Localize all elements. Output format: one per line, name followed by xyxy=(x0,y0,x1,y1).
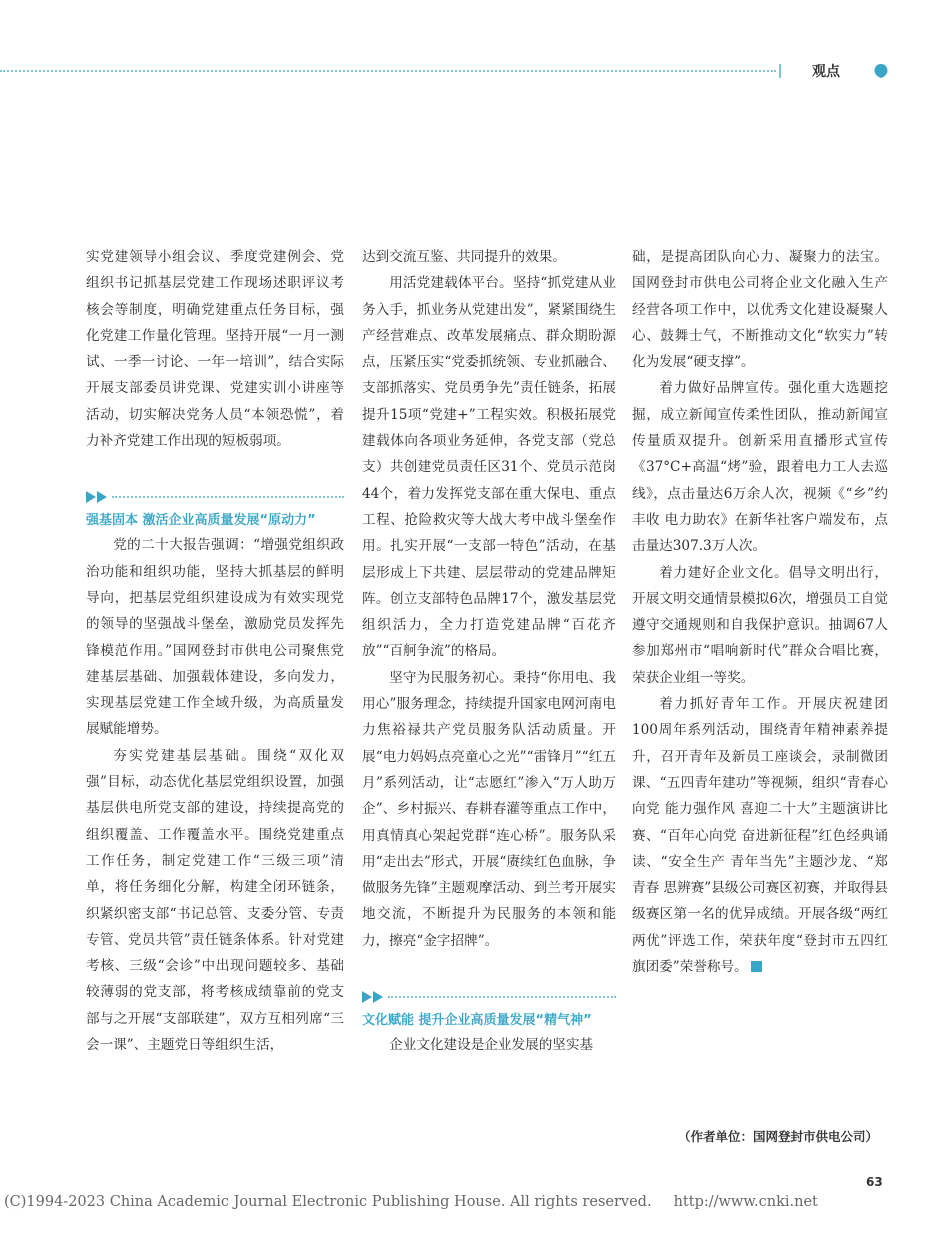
header-dotted-rule xyxy=(0,70,776,72)
triangle-icon xyxy=(86,491,96,503)
paragraph xyxy=(632,691,888,980)
paragraph: 础，是提高团队向心力、凝聚力的法宝。国网登封市供电公司将企业文化融入生产经营各项工作中，以优秀文化建设凝聚人心、鼓舞士气，不断推动文化“软实力”转化为发展“硬支撑”。 xyxy=(632,249,888,371)
paragraph: 达到交流互鉴、共同提升的效果。 xyxy=(362,249,566,265)
paragraph: 着力做好品牌宣传。强化重大选题挖掘，成立新闻宣传柔性团队，推动新闻宣传量质双提升。创新采用直播形式宣传《37°C+高温“烤”验，跟着电力工人去巡线》，点击量达6万余人次，视频《“乡”约丰收 电力助农》在新华社客户端发布，点击量达307.3万人次。 xyxy=(632,380,888,555)
footer-url: http://www.cnki.net xyxy=(673,1194,818,1210)
paragraph: 企业文化建设是企业发展的坚实基 xyxy=(389,1037,594,1054)
copyright-footer xyxy=(4,1194,944,1210)
section-label: 观点 xyxy=(812,64,840,80)
triangle-icon xyxy=(97,491,107,503)
article-column-3 xyxy=(632,244,888,980)
triangle-icon xyxy=(362,991,372,1003)
article-column-1 xyxy=(86,244,344,1058)
copyright-text: (C)1994-2023 China Academic Journal Electronic Publishing House. All rights reserved. xyxy=(4,1194,652,1210)
triangle-icon xyxy=(373,991,383,1003)
paragraph: 用活党建载体平台。坚持“抓党建从业务入手，抓业务从党建出发”，紧紧围绕生产经营难点、改革发展痛点、群众期盼源点，压紧压实“党委抓统领、专业抓融合、支部抓落实、党员勇争先”责任链条，拓展提升15项“党建+”工程实效。积极拓展党建载体向各项业务延伸，各党支部（党总支）共创建党员责任区31个、党员示范岗44个，着力发挥党支部在重大保电、重点工程、抢险救灾等大战大考中战斗堡垒作用。扎实开展“一支部一特色”活动，在基层形成上下共建、层层带动的党建品牌矩阵。创立支部特色品牌17个，激发基层党组织活力，全力打造党建品牌“百花齐放”“百舸争流”的格局。 xyxy=(362,275,616,660)
page-number: 63 xyxy=(866,1175,883,1189)
droplet-icon xyxy=(873,63,889,79)
paragraph: 着力建好企业文化。倡导文明出行，开展文明交通情景模拟6次，增强员工自觉遵守交通规则和自我保护意识。抽调67人参加郑州市“唱响新时代”群众合唱比赛，荣获企业组一等奖。 xyxy=(632,564,888,686)
paragraph-text: 着力抓好青年工作。开展庆祝建团100周年系列活动，围绕青年精神素养提升，召开青年及新员工座谈会，录制微团课、“五四青年建功”等视频，组织“青春心向党 能力强作风 喜迎二十大”主题演讲比赛、“百年心向党 奋进新征程”红色经典诵读、“安全生产 青年当先”主题沙龙、“郑青春 思辨赛”县级公司赛区初赛，并取得县级赛区第一名的优异成绩。开展各级“两红两优”评选工作，荣获年度“登封市五四红旗团委”荣誉称号。 xyxy=(632,696,888,976)
author-affiliation: （作者单位：国网登封市供电公司） xyxy=(678,1129,879,1144)
section-title: 强基固本 激活企业高质量发展“原动力” xyxy=(86,513,316,529)
section-heading xyxy=(86,490,344,532)
paragraph: 夯实党建基层基础。围绕“双化双强”目标，动态优化基层党组织设置，加强基层供电所党支部的建设，持续提高党的组织覆盖、工作覆盖水平。围绕党建重点工作任务，制定党建工作“三级三项”清单，将任务细化分解，构建全闭环链条，织紧织密支部“书记总管、支委分管、专责专管、党员共管”责任链条体系。针对党建考核、三级“会诊”中出现问题较多、基础较薄弱的党支部，将考核成绩靠前的党支部与之开展“支部联建”，双方互相列席“三会一课”、主题党日等组织生活， xyxy=(86,747,344,1054)
end-mark-icon xyxy=(751,961,762,972)
paragraph: 坚守为民服务初心。秉持“你用电、我用心”服务理念，持续提升国家电网河南电力焦裕禄共产党员服务队活动质量。开展“电力妈妈点亮童心之光”“雷锋月”“红五月”系列活动，让“志愿红”渗入“万人助万企”、乡村振兴、春耕春灌等重点工作中，用真情真心架起党群“连心桥”。服务队采用“走出去”形式，开展“赓续红色血脉，争做服务先锋”主题观摩活动、到兰考开展实地交流，不断提升为民服务的本领和能力，擦亮“金字招牌”。 xyxy=(362,669,616,949)
section-divider xyxy=(362,990,616,1004)
paragraph: 党的二十大报告强调：“增强党组织政治功能和组织功能，坚持大抓基层的鲜明导向，把基层党组织建设成为有效实现党的领导的坚强战斗堡垒，激励党员发挥先锋模范作用。”国网登封市供电公司聚焦党建基层基础、加强载体建设，多向发力，实现基层党建工作全域升级，为高质量发展赋能增势。 xyxy=(86,537,344,738)
paragraph: 实党建领导小组会议、季度党建例会、党组织书记抓基层党建工作现场述职评议考核会等制度，明确党建重点任务目标，强化党建工作量化管理。坚持开展“一月一测试、一季一讨论、一年一培训”，结合实际开展支部委员讲党课、党建实训小讲座等活动，切实解决党务人员“本领恐慌”，着力补齐党建工作出现的短板弱项。 xyxy=(86,249,344,450)
header-divider xyxy=(779,64,781,78)
section-heading xyxy=(362,990,616,1032)
section-title: 文化赋能 提升企业高质量发展“精气神” xyxy=(362,1013,592,1029)
article-column-2 xyxy=(362,244,616,1058)
section-divider xyxy=(86,490,344,504)
